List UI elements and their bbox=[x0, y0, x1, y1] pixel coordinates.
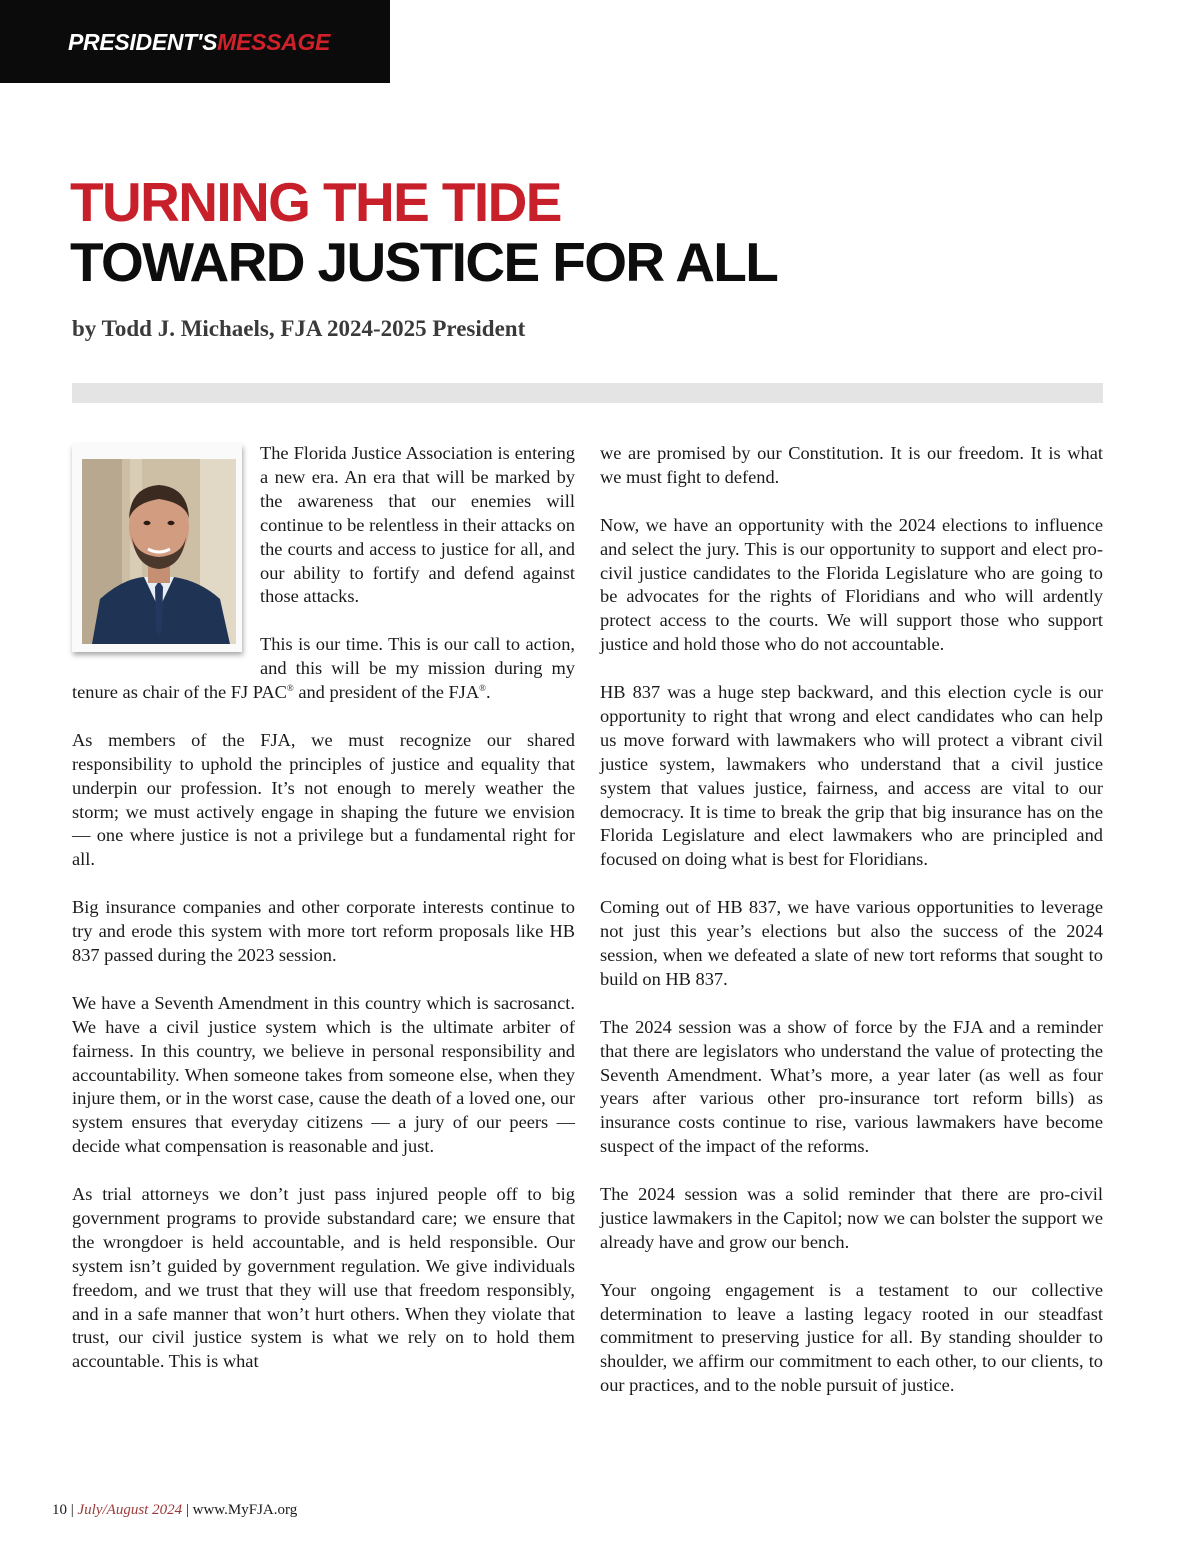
paragraph: HB 837 was a huge step backward, and this election cycle is our opportunity to right that wrong and elect candidates who can help us move forward with lawmakers who will protect a vibrant civil justice system, lawmakers who understand that a civil justice system that values justice, fairness, and access are vital to our democracy. It is time to break the grip that big insurance has on the Florida Legislature and elect lawmakers who are principled and focused on doing what is best for Floridians. bbox=[600, 682, 1103, 870]
article-title bbox=[70, 172, 777, 292]
paragraph: As trial attorneys we don’t just pass injured people off to big government programs to provide substandard care; we ensure that the wrongdoer is held accountable, and is held responsible. Our system isn’t guided by government regulation. We give individuals freedom, and we trust that they will use that freedom responsibly, and in a safe manner that won’t hurt others. When they violate that trust, our civil justice system is what we rely on to hold them accountable. This is what bbox=[72, 1184, 575, 1372]
issue-date: July/August 2024 bbox=[77, 1502, 183, 1518]
section-label-white: PRESIDENT'S bbox=[68, 29, 218, 55]
section-label bbox=[68, 29, 330, 56]
page-footer bbox=[52, 1502, 297, 1519]
page-number: 10 bbox=[52, 1502, 67, 1518]
left-column bbox=[72, 442, 575, 1398]
right-column bbox=[600, 442, 1103, 1422]
paragraph-text: . bbox=[485, 682, 491, 703]
paragraph-text: and president of the FJA bbox=[293, 682, 480, 703]
paragraph: we are promised by our Constitution. It is our freedom. It is what we must fight to defend. bbox=[600, 443, 1103, 487]
section-label-red: MESSAGE bbox=[217, 29, 331, 55]
author-photo bbox=[72, 444, 242, 652]
footer-separator: | bbox=[67, 1502, 78, 1518]
byline: by Todd J. Michaels, FJA 2024-2025 President bbox=[72, 316, 526, 341]
divider-bar bbox=[72, 383, 1103, 403]
paragraph: Coming out of HB 837, we have various opportunities to leverage not just this year’s elections but also the success of the 2024 session, when we defeated a slate of new tort reforms that sought to build on HB 837. bbox=[600, 897, 1103, 989]
paragraph: The Florida Justice Association is entering a new era. An era that will be marked by the awareness that our enemies will continue to be relentless in their attacks on the courts and access to justice for all, and our ability to fortify and defend against those attacks. bbox=[260, 443, 575, 607]
title-line-2: TOWARD JUSTICE FOR ALL bbox=[70, 231, 778, 293]
website-link[interactable]: www.MyFJA.org bbox=[192, 1502, 298, 1518]
registered-mark: ® bbox=[286, 682, 294, 693]
paragraph: The 2024 session was a show of force by the FJA and a reminder that there are legislators who understand the value of protecting the Seventh Amendment. What’s more, a year later (as well as four years after various other pro-insurance tort reform bills) as insurance costs continue to rise, various lawmakers have become suspect of the impact of the reforms. bbox=[600, 1016, 1103, 1157]
title-line-1: TURNING THE TIDE bbox=[70, 171, 561, 233]
paragraph-text: This is our time. This is our call to action, and this will be my mission during my tenure as chair of the FJ PAC bbox=[72, 634, 575, 703]
paragraph: As members of the FJA, we must recognize our shared responsibility to uphold the principles of justice and equality that underpin our profession. It’s not enough to merely weather the storm; we must actively engage in shaping the future we envision — one where justice is not a privilege but a fundamental right for all. bbox=[72, 729, 575, 870]
registered-mark: ® bbox=[479, 682, 486, 693]
section-header-tab bbox=[0, 0, 390, 83]
author-portrait-image bbox=[82, 459, 236, 644]
paragraph: Big insurance companies and other corporate interests continue to try and erode this system with more tort reform proposals like HB 837 passed during the 2023 session. bbox=[72, 897, 575, 965]
paragraph: We have a Seventh Amendment in this country which is sacrosanct. We have a civil justice system which is the ultimate arbiter of fairness. In this country, we believe in personal responsibility and accountability. When someone takes from someone else, when they injure them, or in the worst case, cause the death of a loved one, our system ensures that everyday citizens — a jury of our peers — decide what compensation is reasonable and just. bbox=[72, 992, 575, 1157]
paragraph: Your ongoing engagement is a testament to our collective determination to leave a lasting legacy rooted in our steadfast commitment to preserving justice for all. By standing shoulder to shoulder, we affirm our commitment to each other, to our clients, to our practices, and to the noble pursuit of justice. bbox=[600, 1279, 1103, 1396]
paragraph: The 2024 session was a solid reminder that there are pro-civil justice lawmakers in the Capitol; now we can bolster the support we already have and grow our bench. bbox=[600, 1184, 1103, 1252]
paragraph: Now, we have an opportunity with the 2024 elections to influence and select the jury. This is our opportunity to support and elect pro-civil justice candidates to the Florida Legislature who are going to be advocates for the rights of Floridians and who will ardently protect access to the courts. We will support those who support justice and hold those who do not accountable. bbox=[600, 514, 1103, 655]
footer-separator: | bbox=[182, 1502, 193, 1518]
